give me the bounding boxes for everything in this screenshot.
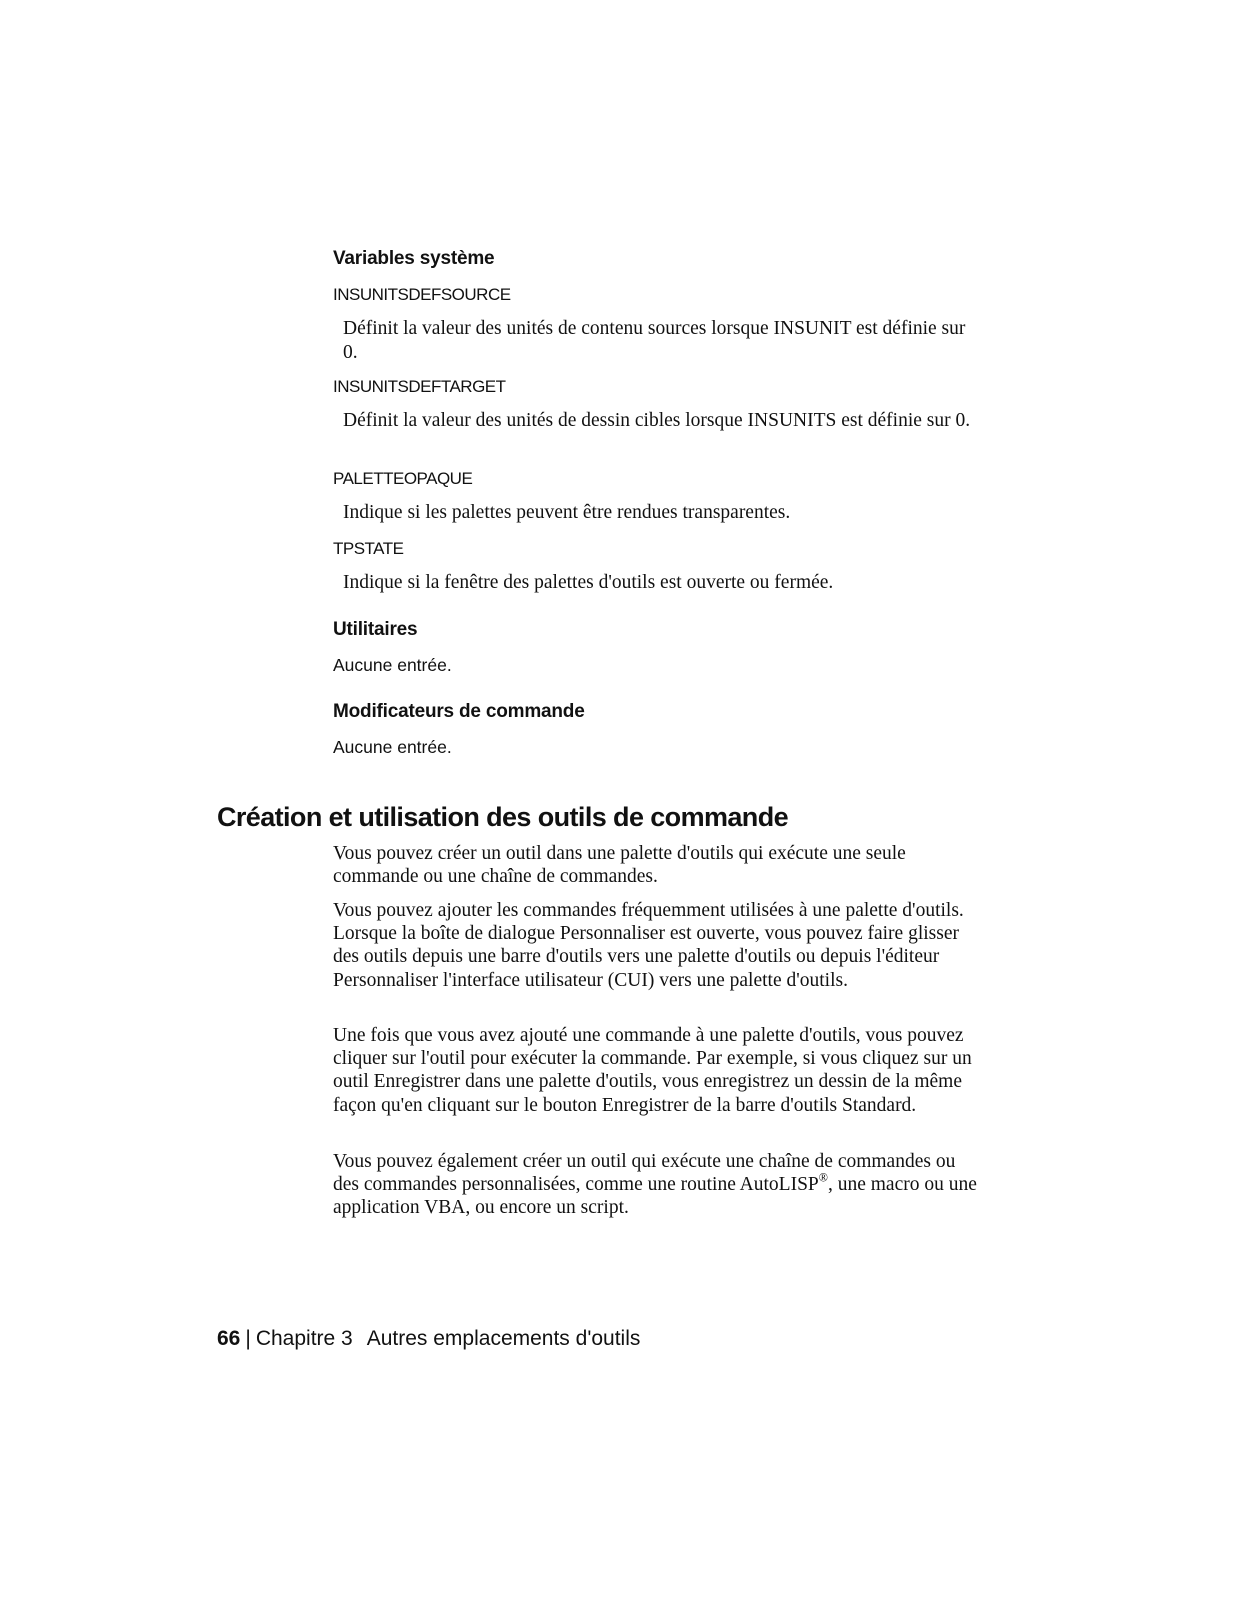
paragraph-text-after: , une macro ou une application VBA, ou encore un script.: [333, 1174, 977, 1219]
section-paragraph: Vous pouvez ajouter les commandes fréquemment utilisées à une palette d'outils. Lorsque la boîte de dialogue Personnaliser est ouverte, vous pouvez faire glisser des outils depuis une barre d'outils vers une palette d'outils ou depuis l'éditeur Personnaliser l'interface utilisateur (CUI) vers une palette d'outils.: [333, 900, 964, 991]
section-title: Création et utilisation des outils de commande: [217, 802, 789, 832]
section-paragraph: Une fois que vous avez ajouté une commande à une palette d'outils, vous pouvez cliquer sur l'outil pour exécuter la commande. Par exemple, si vous cliquez sur un outil Enregistrer dans une palette d'outils, vous enregistrez un dessin de la même façon qu'en cliquant sur le bouton Enregistrer de la barre d'outils Standard.: [333, 1025, 972, 1116]
sysvar-description: Définit la valeur des unités de contenu sources lorsque INSUNIT est définie sur 0.: [343, 318, 966, 363]
sysvar-name: TPSTATE: [333, 539, 404, 558]
sysvar-name: INSUNITSDEFSOURCE: [333, 285, 511, 304]
chapter-title: Autres emplacements d'outils: [366, 1327, 641, 1350]
chapter-label: Chapitre 3: [255, 1327, 353, 1350]
sysvar-name: INSUNITSDEFTARGET: [333, 377, 506, 396]
utilities-text: Aucune entrée.: [333, 655, 452, 675]
modifiers-text: Aucune entrée.: [333, 737, 452, 757]
section-paragraph: Vous pouvez créer un outil dans une palette d'outils qui exécute une seule commande ou une chaîne de commandes.: [333, 843, 906, 888]
page-number: 66: [217, 1327, 241, 1350]
sysvar-description: Indique si la fenêtre des palettes d'outils est ouverte ou fermée.: [343, 572, 834, 593]
page-footer: [217, 1325, 640, 1353]
sysvars-heading: Variables système: [333, 248, 495, 269]
modifiers-heading: Modificateurs de commande: [333, 701, 585, 722]
sysvar-description: Indique si les palettes peuvent être rendues transparentes.: [343, 502, 791, 523]
section-paragraph-last: [333, 1150, 983, 1220]
sysvar-name: PALETTEOPAQUE: [333, 469, 473, 488]
utilities-heading: Utilitaires: [333, 619, 418, 640]
footer-separator: |: [245, 1327, 251, 1350]
paragraph-text-before: Vous pouvez également créer un outil qui exécute une chaîne de commandes ou des commandes personnalisées, comme une routine AutoLISP: [333, 1151, 956, 1196]
sysvar-description: Définit la valeur des unités de dessin cibles lorsque INSUNITS est définie sur 0.: [343, 410, 971, 431]
registered-mark: ®: [818, 1170, 828, 1185]
